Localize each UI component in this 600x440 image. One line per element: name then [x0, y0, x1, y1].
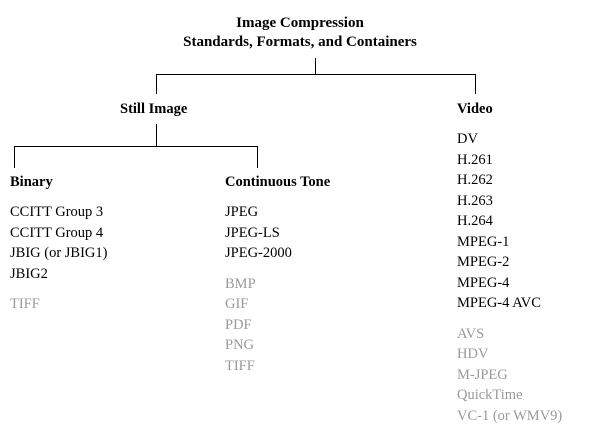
list-gap	[10, 284, 107, 294]
list-item: JPEG	[225, 204, 259, 220]
node-video-label: Video	[457, 101, 493, 117]
list-item: CCITT Group 3	[10, 204, 104, 220]
binary-list	[10, 202, 107, 315]
list-item: PDF	[225, 316, 252, 333]
node-still-image-label: Still Image	[120, 101, 188, 117]
list-item: HDV	[457, 346, 489, 362]
list-item: DV	[457, 131, 478, 147]
connector-root-stem	[315, 58, 316, 74]
list-item: MPEG-1	[457, 233, 510, 250]
list-item: VC-1 (or WMV9)	[457, 407, 563, 424]
node-continuous-tone-label: Continuous Tone	[225, 174, 331, 190]
list-item: M-JPEG	[457, 366, 508, 383]
list-item: PNG	[225, 337, 255, 353]
connector-still-image-drop	[156, 74, 157, 94]
connector-still-image-stem	[156, 124, 157, 146]
list-item: JPEG-2000	[225, 245, 292, 261]
video-list	[457, 129, 562, 426]
list-item: TIFF	[225, 357, 255, 374]
list-item: MPEG-2	[457, 254, 510, 270]
list-item: H.262	[457, 172, 493, 188]
list-item: CCITT Group 4	[10, 224, 104, 241]
list-item: AVS	[457, 325, 485, 342]
diagram-title-line-1: Image Compression	[236, 15, 364, 31]
list-item: TIFF	[10, 296, 40, 312]
list-gap	[457, 314, 562, 324]
list-item: MPEG-4 AVC	[457, 295, 541, 311]
list-item: H.263	[457, 192, 493, 209]
list-item: JBIG (or JBIG1)	[10, 245, 108, 261]
connector-still-image-horizontal	[14, 146, 258, 147]
connector-continuous-tone-drop	[257, 146, 258, 168]
connector-video-drop	[475, 74, 476, 94]
connector-binary-drop	[14, 146, 15, 168]
node-binary-label: Binary	[10, 174, 53, 190]
list-item: H.261	[457, 151, 493, 168]
continuous-tone-list	[225, 202, 292, 376]
list-item: MPEG-4	[457, 274, 510, 291]
list-item: JPEG-LS	[225, 224, 280, 241]
connector-top-horizontal	[156, 74, 475, 75]
list-gap	[225, 264, 292, 274]
list-item: BMP	[225, 275, 256, 292]
diagram-title-line-2: Standards, Formats, and Containers	[183, 34, 417, 50]
list-item: H.264	[457, 213, 493, 229]
list-item: JBIG2	[10, 265, 48, 282]
list-item: QuickTime	[457, 387, 523, 403]
list-item: GIF	[225, 296, 249, 312]
diagram-title	[0, 14, 600, 52]
